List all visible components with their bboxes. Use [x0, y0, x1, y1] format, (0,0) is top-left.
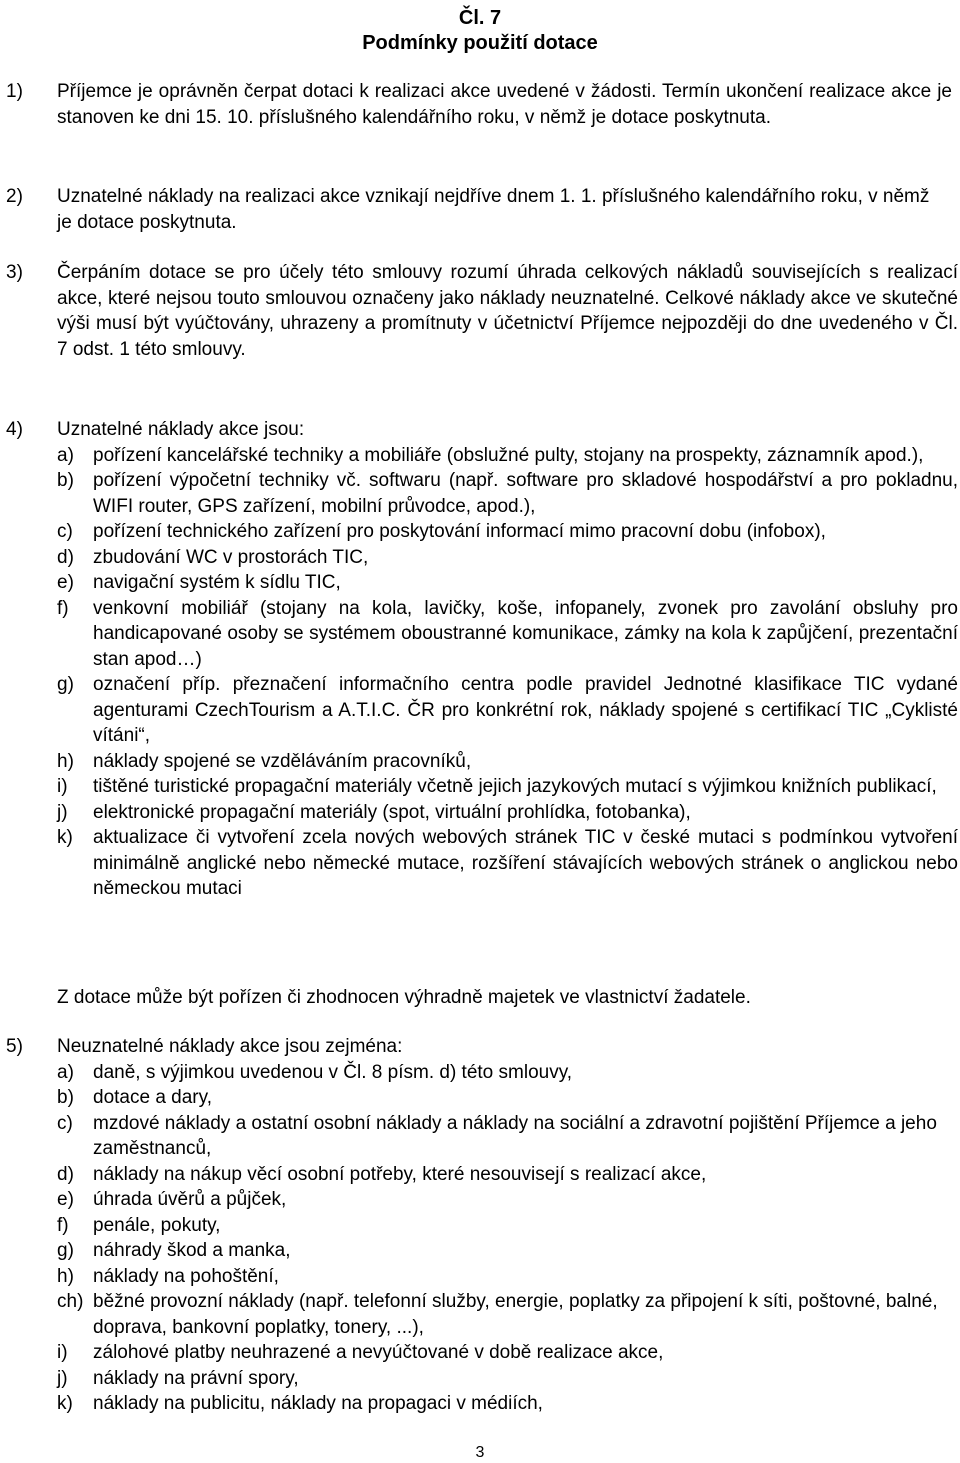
paragraph-5 [0, 1034, 958, 1417]
list-item-letter: c) [57, 1112, 73, 1134]
list-item [57, 1162, 958, 1188]
list-item-letter: j) [57, 801, 68, 823]
list-item-text: penále, pokuty, [93, 1214, 221, 1236]
list-item [57, 749, 958, 775]
list-item-letter: f) [57, 597, 69, 619]
paragraph-number: 1) [6, 81, 23, 102]
list-item-text: pořízení kancelářské techniky a mobiliáře (obslužné pulty, stojany na prospekty, záznamník apod.), [93, 444, 924, 466]
list-item-text: venkovní mobiliář (stojany na kola, lavičky, koše, infopanely, zvonek pro zavolání obsluhy pro handicapované osoby se systémem oboustranné komunikace, zámky na kola k zapůjčení, prezentační stan apod…) [93, 597, 958, 670]
paragraph-text: Příjemce je oprávněn čerpat dotaci k realizaci akce uvedené v žádosti. Termín ukončení realizace akce je stanoven ke dni 15. 10. příslušného kalendářního roku, v němž je dotace poskytnuta. [57, 81, 952, 128]
list-item [57, 468, 958, 519]
list-item-letter: ch) [57, 1291, 84, 1312]
list-item-letter: b) [57, 1087, 74, 1108]
paragraph-2 [0, 184, 958, 235]
list-item [57, 1187, 958, 1213]
list-item-text: náklady na pohoštění, [93, 1265, 279, 1287]
list-item [57, 1213, 958, 1239]
list-item-letter: a) [57, 1061, 74, 1083]
list-item-text: zbudování WC v prostorách TIC, [93, 546, 369, 568]
list-item [57, 774, 958, 800]
list-item [57, 1340, 958, 1366]
list-item-letter: k) [57, 827, 73, 848]
list-item-text: náklady na nákup věcí osobní potřeby, které nesouvisejí s realizací akce, [93, 1163, 707, 1185]
list-item-text: pořízení výpočetní techniky vč. softwaru (např. software pro skladové hospodářství a pro pokladnu, WIFI router, GPS zařízení, mobilní průvodce, apod.), [93, 470, 958, 517]
article-number: Čl. 7 [458, 7, 502, 29]
list-item [57, 519, 958, 545]
list-item [57, 1264, 958, 1290]
paragraph-intro: Neuznatelné náklady akce jsou zejména: [57, 1036, 403, 1057]
list-item [57, 443, 958, 469]
paragraph-number: 3) [6, 262, 23, 283]
list-item-letter: f) [57, 1214, 69, 1236]
page-number: 3 [475, 1444, 485, 1461]
list-item-letter: i) [57, 776, 68, 797]
list-item [57, 1391, 958, 1417]
list-item-text: pořízení technického zařízení pro poskytování informací mimo pracovní dobu (infobox), [93, 521, 826, 542]
list-item-letter: a) [57, 444, 74, 466]
list-item-text: náklady na publicitu, náklady na propagaci v médiích, [93, 1393, 543, 1414]
eligible-costs-list [57, 443, 958, 902]
ineligible-costs-list [57, 1060, 958, 1417]
list-item [57, 800, 958, 826]
list-item-letter: k) [57, 1393, 73, 1414]
list-item-text: navigační systém k sídlu TIC, [93, 572, 341, 593]
list-item [57, 1238, 958, 1264]
paragraph-4 [0, 417, 958, 902]
list-item-letter: g) [57, 674, 74, 695]
list-item-letter: b) [57, 470, 74, 491]
list-item [57, 1085, 958, 1111]
list-item-text: zálohové platby neuhrazené a nevyúčtované v době realizace akce, [93, 1342, 664, 1363]
ownership-note: Z dotace může být pořízen či zhodnocen výhradně majetek ve vlastnictví žadatele. [57, 987, 751, 1008]
list-item-letter: d) [57, 546, 74, 568]
list-item [57, 1060, 958, 1086]
paragraph-text: Uznatelné náklady na realizaci akce vznikají nejdříve dnem 1. 1. příslušného kalendářního roku, v němž je dotace poskytnuta. [57, 186, 930, 233]
list-item [57, 545, 958, 571]
list-item [57, 672, 958, 749]
list-item [57, 1289, 958, 1340]
list-item-letter: h) [57, 750, 74, 772]
list-item-text: daně, s výjimkou uvedenou v Čl. 8 písm. d) této smlouvy, [93, 1061, 573, 1083]
paragraph-1 [0, 79, 958, 130]
list-item-text: mzdové náklady a ostatní osobní náklady a náklady na sociální a zdravotní pojištění Příjemce a jeho zaměstnanců, [93, 1112, 937, 1159]
list-item-letter: c) [57, 521, 73, 542]
paragraph-number: 4) [6, 419, 23, 440]
list-item-letter: g) [57, 1240, 74, 1261]
list-item-letter: h) [57, 1265, 74, 1287]
list-item [57, 1111, 958, 1162]
list-item-letter: e) [57, 1189, 74, 1210]
list-item-letter: e) [57, 572, 74, 593]
paragraph-3 [0, 260, 958, 362]
list-item-text: běžné provozní náklady (např. telefonní služby, energie, poplatky za připojení k síti, poštovné, balné, doprava, bankovní poplatky, tonery, ...), [93, 1291, 938, 1338]
paragraph-number: 5) [6, 1036, 23, 1057]
list-item-letter: d) [57, 1163, 74, 1185]
list-item-text: náhrady škod a manka, [93, 1240, 291, 1261]
list-item-text: náklady spojené se vzděláváním pracovníků, [93, 750, 472, 772]
list-item-letter: i) [57, 1342, 68, 1363]
list-item-text: aktualizace či vytvoření zcela nových webových stránek TIC v české mutaci s podmínkou vytvoření minimálně anglické nebo německé mutace, rozšíření stávajících webových stránek o anglickou nebo německou mutaci [93, 827, 958, 899]
paragraph-text: Čerpáním dotace se pro účely této smlouvy rozumí úhrada celkových nákladů souvisejících s realizací akce, které nejsou touto smlouvou označeny jako náklady neuznatelné. Celkové náklady akce ve skutečné výši musí být vyúčtovány, uhrazeny a promítnuty v účetnictví Příjemce nejpozději do dne uvedeného v Čl. 7 odst. 1 této smlouvy. [57, 262, 958, 360]
list-item [57, 596, 958, 673]
list-item-text: označení příp. přeznačení informačního centra podle pravidel Jednotné klasifikace TIC vydané agenturami CzechTourism a A.T.I.C. ČR pro konkrétní rok, náklady spojené s certifikací TIC „Cyklisté vítáni“, [93, 674, 958, 746]
paragraph-intro: Uznatelné náklady akce jsou: [57, 419, 305, 440]
list-item-text: náklady na právní spory, [93, 1367, 299, 1389]
list-item [57, 825, 958, 902]
list-item [57, 570, 958, 596]
paragraph-number: 2) [6, 186, 23, 207]
list-item-text: tištěné turistické propagační materiály včetně jejich jazykových mutací s výjimkou knižních publikací, [93, 776, 937, 797]
list-item-text: dotace a dary, [93, 1087, 213, 1108]
list-item [57, 1366, 958, 1392]
list-item-text: elektronické propagační materiály (spot, virtuální prohlídka, fotobanka), [93, 801, 691, 823]
article-title: Podmínky použití dotace [362, 32, 598, 54]
list-item-text: úhrada úvěrů a půjček, [93, 1189, 287, 1210]
list-item-letter: j) [57, 1367, 68, 1389]
